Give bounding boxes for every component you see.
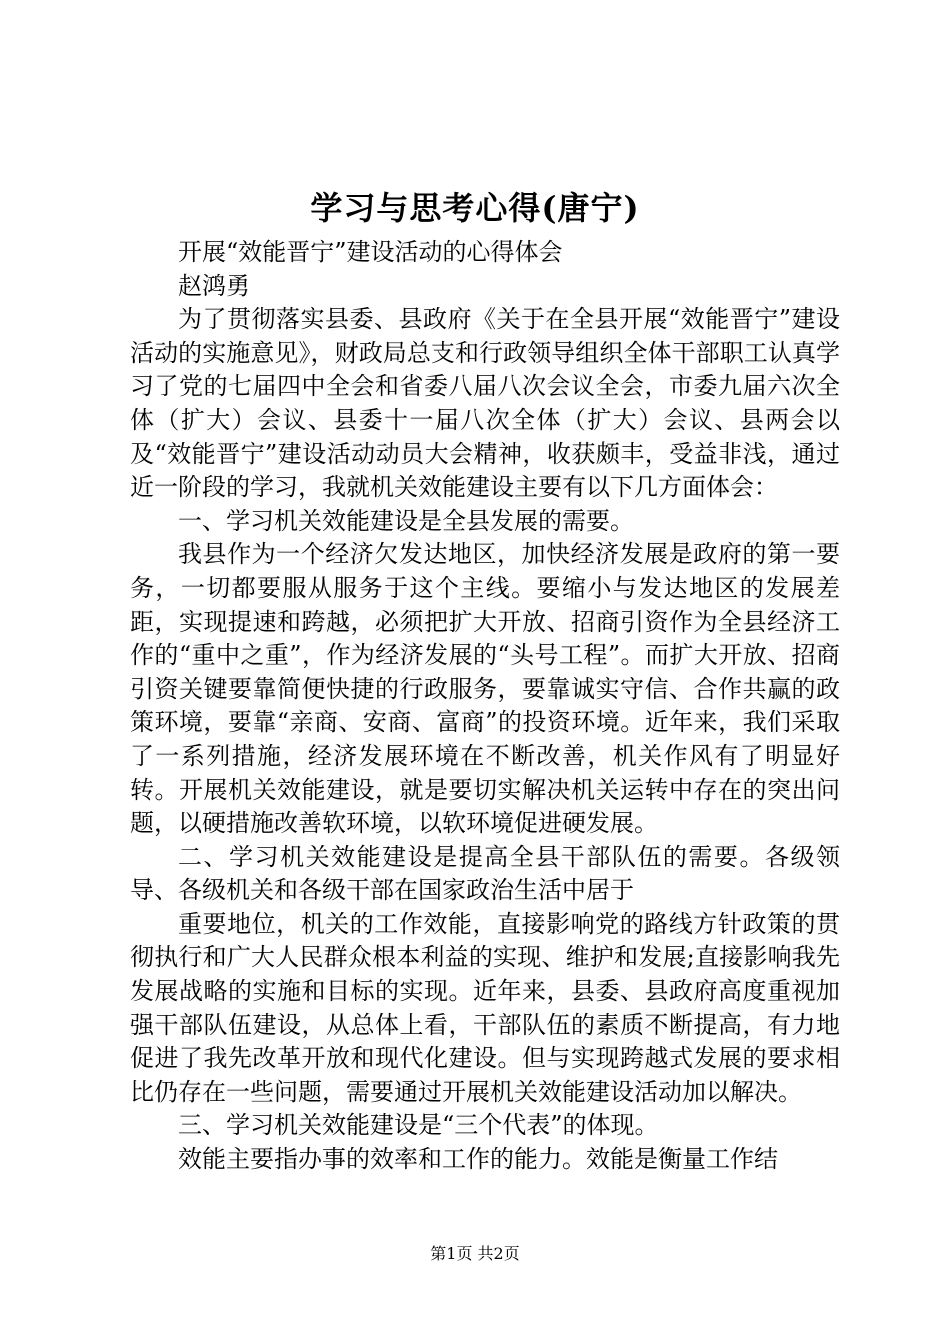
body-paragraph-2: 重要地位，机关的工作效能，直接影响党的路线方针政策的贯彻执行和广大人民群众根本利益的实现、维护和发展;直接影响我先发展战略的实施和目标的实现。近年来，县委、县政府高度重视加强干部队伍建设，从总体上看，干部队伍的素质不断提高，有力地促进了我先改革开放和现代化建设。但与实现跨越式发展的要求相比仍存在一些问题，需要通过开展机关效能建设活动加以解决。 bbox=[130, 909, 840, 1106]
section-heading-1: 一、学习机关效能建设是全县发展的需要。 bbox=[178, 506, 634, 535]
body-paragraph-3: 效能主要指办事的效率和工作的能力。效能是衡量工作结 bbox=[178, 1145, 778, 1174]
author-paragraph: 赵鸿勇 bbox=[178, 271, 250, 300]
section-heading-2: 二、学习机关效能建设是提高全县干部队伍的需要。各级领导、各级机关和各级干部在国家政治生活中居于 bbox=[130, 842, 840, 905]
section-heading-3: 三、学习机关效能建设是“三个代表”的体现。 bbox=[178, 1111, 659, 1140]
intro-paragraph: 为了贯彻落实县委、县政府《关于在全县开展“效能晋宁”建设活动的实施意见》，财政局总支和行政领导组织全体干部职工认真学习了党的七届四中全会和省委八届八次会议全会，市委九届六次全体（扩大）会议、县委十一届八次全体（扩大）会议、县两会以及“效能晋宁”建设活动动员大会精神，收获颇丰，受益非浅，通过近一阶段的学习，我就机关效能建设主要有以下几方面体会： bbox=[130, 305, 840, 502]
page-number-footer: 第1页 共2页 bbox=[430, 1244, 520, 1263]
document-body bbox=[130, 236, 840, 1177]
subtitle-paragraph: 开展“效能晋宁”建设活动的心得体会 bbox=[178, 238, 563, 266]
body-paragraph-1: 我县作为一个经济欠发达地区，加快经济发展是政府的第一要务，一切都要服从服务于这个主线。要缩小与发达地区的发展差距，实现提速和跨越，必须把扩大开放、招商引资作为全县经济工作的“重中之重”，作为经济发展的“头号工程”。而扩大开放、招商引资关键要靠简便快捷的行政服务，要靠诚实守信、合作共赢的政策环境，要靠“亲商、安商、富商”的投资环境。近年来，我们采取了一系列措施，经济发展环境在不断改善，机关作风有了明显好转。开展机关效能建设，就是要切实解决机关运转中存在的突出问题，以硬措施改善软环境，以软环境促进硬发展。 bbox=[130, 540, 840, 838]
document-title: 学习与思考心得(唐宁) bbox=[310, 189, 640, 227]
